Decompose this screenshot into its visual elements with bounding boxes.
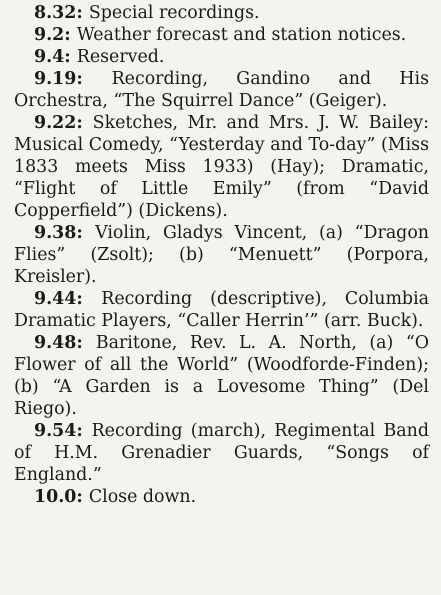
entry-text: Close down. <box>88 487 197 507</box>
entry-text: Reserved. <box>76 47 165 67</box>
entry-text: Weather forecast and station notices. <box>76 25 407 45</box>
programme-entry: 9.44: Recording (descriptive), Columbia Dramatic Players, “Caller Herrin’” (arr. Buck). <box>14 289 429 331</box>
entry-time: 9.19 <box>34 69 77 89</box>
programme-entry: 9.38: Violin, Gladys Vincent, (a) “Dragon Flies” (Zsolt); (b) “Menuett” (Porpora, Kreisler). <box>14 223 429 287</box>
entry-time: 9.4 <box>34 47 65 67</box>
entry-text: Violin, Gladys Vincent, (a) “Dragon Flies” (Zsolt); (b) “Menuett” (Porpora, Kreisler). <box>14 223 429 287</box>
programme-entry: 9.22: Sketches, Mr. and Mrs. J. W. Bailey: Musical Comedy, “Yesterday and To-day” (Miss 1833 meets Miss 1933) (Hay); Dramatic, “Flight of Little Emily” (from “David Copperfield”) (Dickens). <box>14 113 429 221</box>
programme-entry: 10.0: Close down. <box>34 487 197 507</box>
entry-time: 9.38 <box>34 223 77 243</box>
entry-time: 10.0 <box>34 487 77 507</box>
entry-text: Recording, Gandino and His Orchestra, “The Squirrel Dance” (Geiger). <box>14 69 429 111</box>
programme-entry: 9.4: Reserved. <box>34 47 165 67</box>
entry-text: Sketches, Mr. and Mrs. J. W. Bailey: Musical Comedy, “Yesterday and To-day” (Miss 1833 meets Miss 1933) (Hay); Dramatic, “Flight of Little Emily” (from “David Copperfield”) (Dickens). <box>14 113 429 221</box>
programme-entry: 9.2: Weather forecast and station notices. <box>34 25 407 45</box>
entry-time: 9.2 <box>34 25 65 45</box>
entry-time: 9.54 <box>34 421 77 441</box>
programme-entry: 8.32: Special recordings. <box>34 3 260 23</box>
programme-entry: 9.54: Recording (march), Regimental Band of H.M. Grenadier Guards, “Songs of England.” <box>14 421 429 485</box>
programme-entry: 9.19: Recording, Gandino and His Orchestra, “The Squirrel Dance” (Geiger). <box>14 69 429 111</box>
entry-time: 9.48 <box>34 333 77 353</box>
entry-text: Recording (descriptive), Columbia Dramatic Players, “Caller Herrin’” (arr. Buck). <box>14 289 429 331</box>
entry-time: 9.44 <box>34 289 77 309</box>
entry-text: Baritone, Rev. L. A. North, (a) “O Flower of all the World” (Woodforde-Finden); (b) “A Garden is a Lovesome Thing” (Del Riego). <box>14 333 429 419</box>
entry-text: Recording (march), Regimental Band of H.M. Grenadier Guards, “Songs of England.” <box>14 421 429 485</box>
entry-text: Special recordings. <box>88 3 260 23</box>
entry-time: 9.22 <box>34 113 77 133</box>
programme-entry: 9.48: Baritone, Rev. L. A. North, (a) “O Flower of all the World” (Woodforde-Finden); (b) “A Garden is a Lovesome Thing” (Del Riego). <box>14 333 429 419</box>
entry-time: 8.32 <box>34 3 77 23</box>
